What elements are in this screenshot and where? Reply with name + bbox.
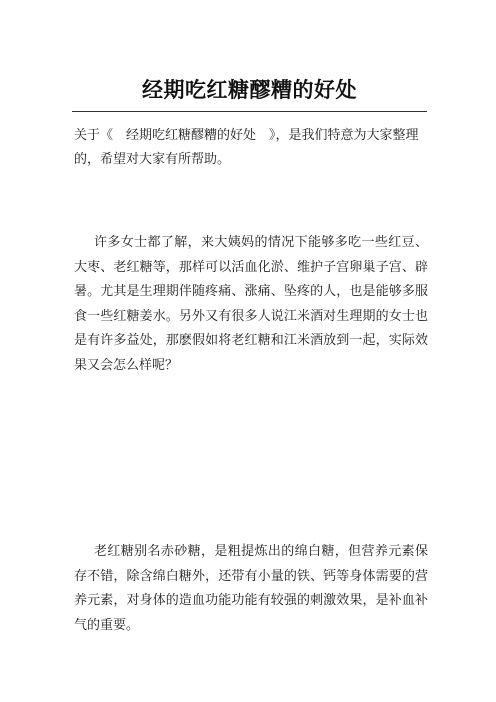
intro-paragraph: 关于《 经期吃红糖醪糟的好处 》，是我们特意为大家整理的，希望对大家有所帮助。 <box>74 128 419 167</box>
page-title: 经期吃红糖醪糟的好处 <box>142 77 357 102</box>
body-paragraph-1: 许多女士都了解，来大姨妈的情况下能够多吃一些红豆、大枣、老红糖等，那样可以活血化淤、维护子宫卵巢子宫、辟暑。尤其是生理期伴随疼痛、涨痛、坠疼的人，也是能够多服食一些红糖姜水。另外又有很多人说江米酒对生理期的女士也是有许多益处，那麽假如将老红糖和江米酒放到一起，实际效果又会怎么样呢？ <box>74 235 428 373</box>
title-divider <box>72 111 427 112</box>
body-paragraph-2: 老红糖别名赤砂糖，是粗提炼出的绵白糖，但营养元素保存不错，除含绵白糖外，还带有小量的铁、钙等身体需要的营养元素，对身体的造血功能功能有较强的刺激效果，是补血补气的重要。 <box>74 544 428 633</box>
